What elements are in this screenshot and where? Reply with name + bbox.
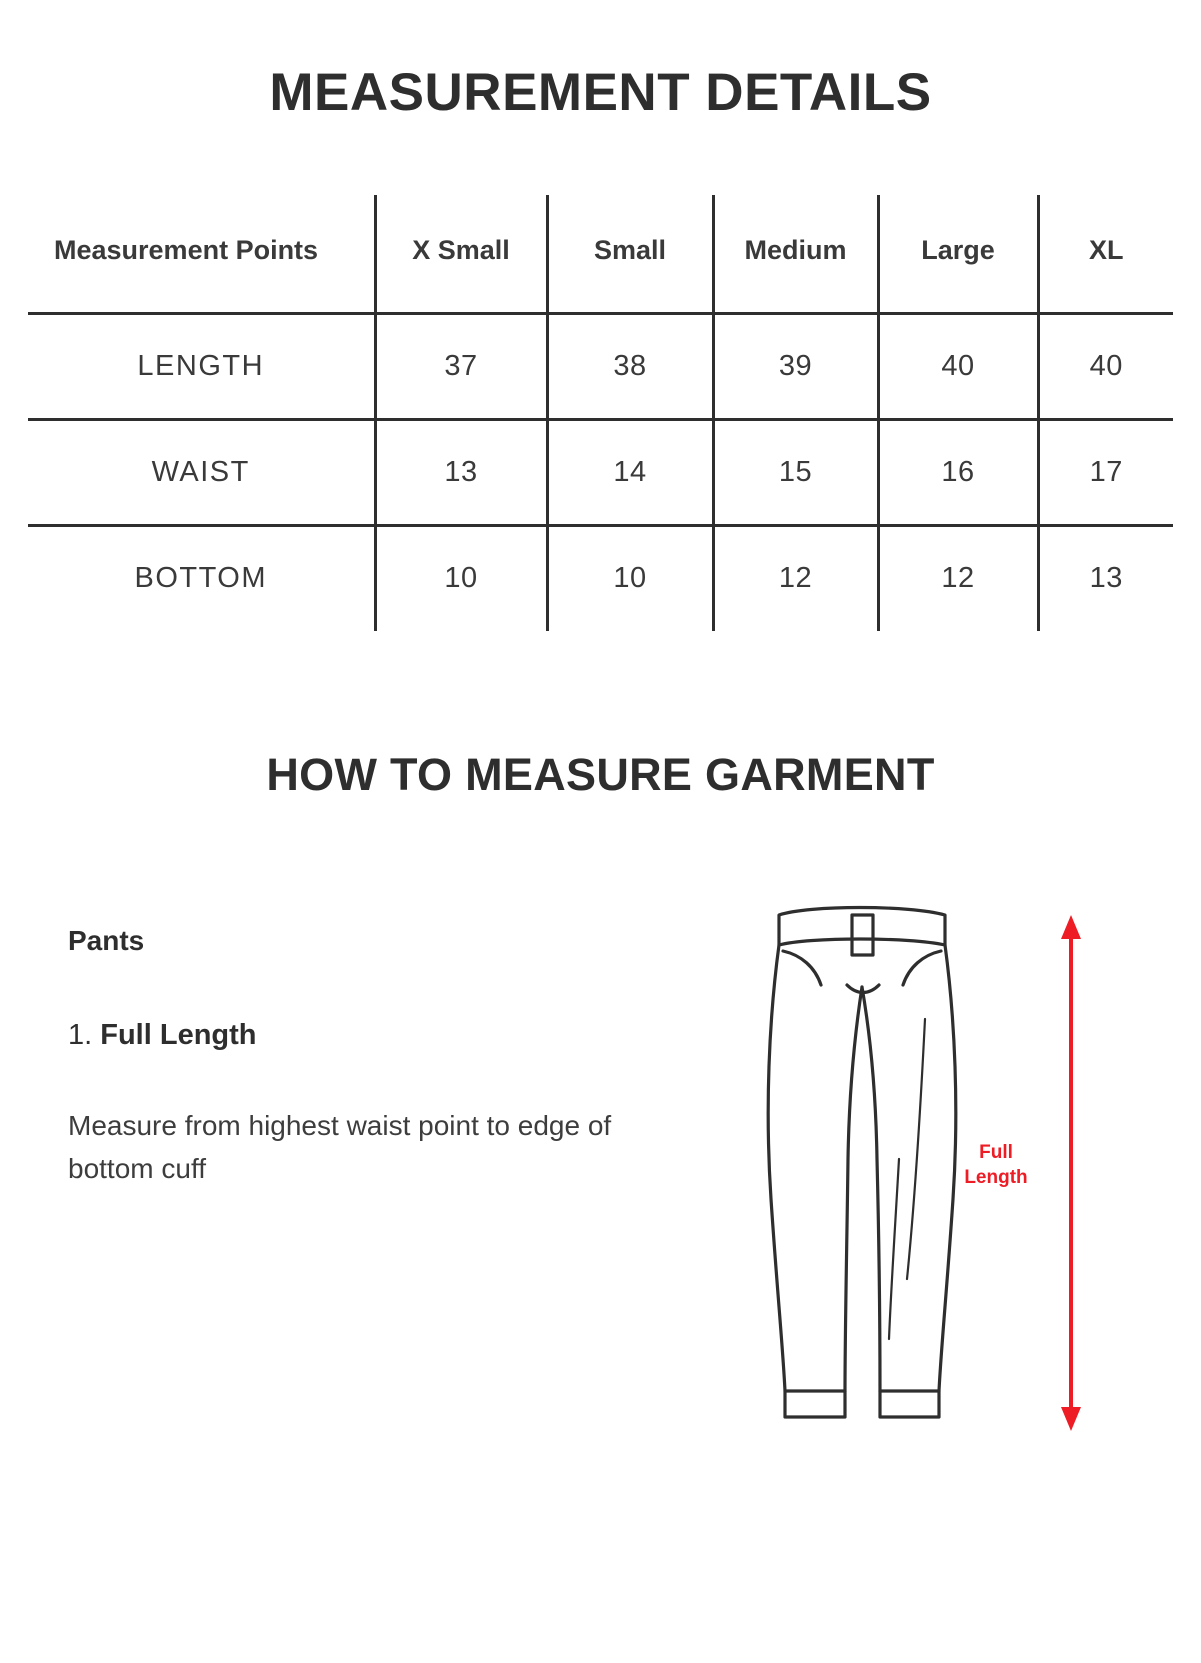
arrow-label-line-2: Length <box>964 1166 1028 1188</box>
column-header-x-small: X Small <box>375 195 547 313</box>
cell-bottom-small: 10 <box>547 525 713 631</box>
row-label-length: LENGTH <box>137 349 265 382</box>
full-length-arrow-icon <box>1051 913 1091 1433</box>
column-header-medium: Medium <box>713 195 878 313</box>
cell-length-small: 38 <box>547 313 713 419</box>
table-row <box>28 525 1173 631</box>
section-title-how-to-measure: HOW TO MEASURE GARMENT <box>266 749 935 800</box>
cell-bottom-x-small: 10 <box>375 525 547 631</box>
row-label-bottom: BOTTOM <box>134 562 268 595</box>
measurement-step <box>68 1019 728 1052</box>
table-row <box>28 313 1173 419</box>
cell-bottom-medium: 12 <box>713 525 878 631</box>
cell-waist-large: 16 <box>878 419 1038 525</box>
how-to-measure-text <box>68 919 728 1439</box>
cell-waist-x-small: 13 <box>375 419 547 525</box>
row-label-waist: WAIST <box>151 455 250 488</box>
size-table-wrapper <box>28 195 1173 631</box>
column-header-measurement-points: Measurement Points <box>54 235 319 266</box>
table-row <box>28 419 1173 525</box>
column-header-small: Small <box>547 195 713 313</box>
step-description: Measure from highest waist point to edge of bottom cuff <box>68 1110 612 1185</box>
cell-waist-medium: 15 <box>713 419 878 525</box>
column-header-xl: XL <box>1038 195 1173 313</box>
page-title: MEASUREMENT DETAILS <box>269 63 932 122</box>
cell-length-large: 40 <box>878 313 1038 419</box>
cell-length-x-small: 37 <box>375 313 547 419</box>
arrow-label-line-1: Full <box>979 1142 1013 1163</box>
cell-bottom-large: 12 <box>878 525 1038 631</box>
step-name: Full Length <box>100 1019 257 1051</box>
table-header <box>28 195 1173 313</box>
how-to-measure-section <box>0 919 1201 1439</box>
garment-type-label: Pants <box>68 925 145 956</box>
cell-waist-xl: 17 <box>1038 419 1173 525</box>
how-to-measure-diagram <box>748 919 1133 1439</box>
cell-bottom-xl: 13 <box>1038 525 1173 631</box>
measurement-details-page <box>0 62 1201 1663</box>
cell-waist-small: 14 <box>547 419 713 525</box>
table-header-row <box>28 195 1173 313</box>
step-number: 1. <box>68 1019 93 1051</box>
column-header-large: Large <box>878 195 1038 313</box>
cell-length-medium: 39 <box>713 313 878 419</box>
size-chart-table <box>28 195 1173 631</box>
full-length-arrow-label <box>951 1141 1041 1190</box>
table-body <box>28 313 1173 631</box>
cell-length-xl: 40 <box>1038 313 1173 419</box>
